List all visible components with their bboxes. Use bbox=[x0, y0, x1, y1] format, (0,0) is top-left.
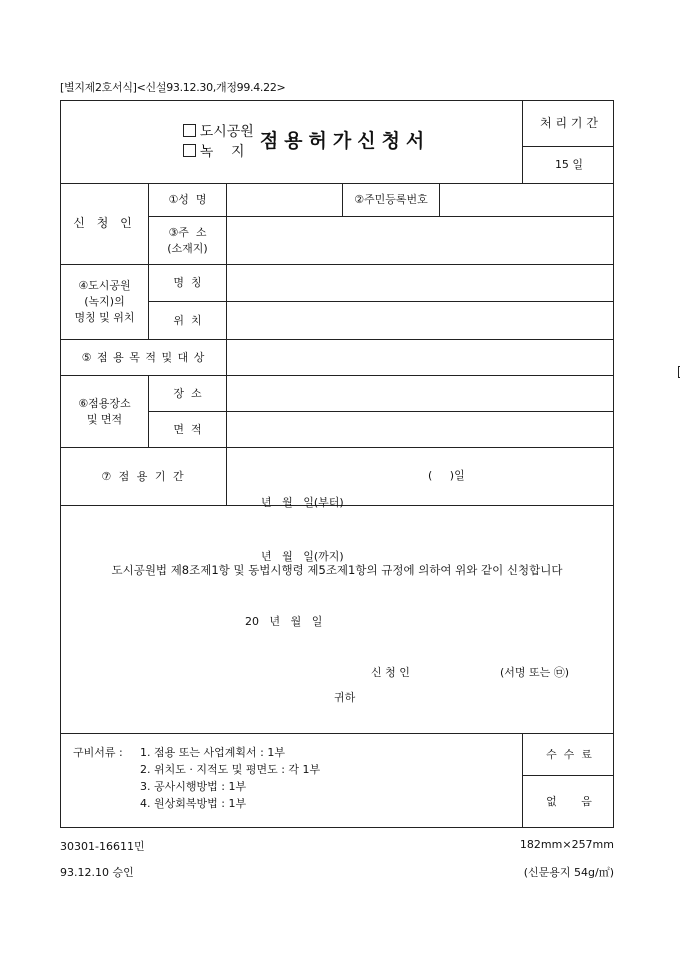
period-from[interactable]: 년 월 일(부터) bbox=[261, 496, 344, 509]
recipient-label: 귀하 bbox=[334, 691, 356, 704]
area-field[interactable] bbox=[227, 412, 615, 447]
fee-label: 수 수 료 bbox=[546, 747, 592, 761]
application-statement: 도시공원법 제8조제1항 및 동법시행령 제5조제1항의 규정에 의하여 위와 같이 신청합니다 bbox=[111, 563, 563, 577]
col-divider bbox=[226, 447, 227, 505]
document-item: 2. 위치도 · 지적도 및 평면도 : 각 1부 bbox=[140, 763, 321, 776]
signature-note[interactable]: (서명 또는 ㉤) bbox=[500, 666, 570, 679]
site-section-label: ⑥점용장소 및 면적 bbox=[78, 396, 131, 426]
form-title-block bbox=[61, 101, 522, 183]
document-item: 1. 점용 또는 사업계획서 : 1부 bbox=[140, 746, 285, 759]
checkbox-icon[interactable] bbox=[183, 124, 196, 137]
park-location-field[interactable] bbox=[227, 302, 615, 339]
period-label: ⑦ 점 용 기 간 bbox=[101, 469, 186, 483]
form-title: 점용허가신청서 bbox=[259, 130, 431, 153]
area-label: 면 적 bbox=[173, 422, 202, 436]
paper-size: 182mm×257mm bbox=[519, 838, 614, 851]
park-name-field[interactable] bbox=[227, 265, 615, 301]
name-label: ①성 명 bbox=[168, 193, 207, 207]
purpose-label: ⑤ 점 용 목 적 및 대 상 bbox=[81, 350, 206, 364]
required-documents bbox=[73, 744, 320, 812]
resident-number-label: ②주민등록번호 bbox=[354, 193, 428, 207]
name-field[interactable] bbox=[227, 184, 342, 216]
checkbox-icon[interactable] bbox=[183, 144, 196, 157]
period-dates[interactable] bbox=[261, 458, 344, 602]
form-code: 30301-16611민 bbox=[60, 840, 145, 853]
place-label: 장 소 bbox=[173, 386, 202, 400]
application-date[interactable]: 20 년 월 일 bbox=[245, 615, 323, 628]
approval-date: 93.12.10 승인 bbox=[60, 866, 134, 879]
purpose-field[interactable] bbox=[227, 340, 615, 375]
applicant-section-label: 신 청 인 bbox=[73, 216, 136, 231]
fee-value: 없 음 bbox=[546, 795, 592, 809]
park-name-label: 명 칭 bbox=[173, 276, 202, 290]
processing-period-label: 처 리 기 간 bbox=[540, 115, 598, 130]
period-to[interactable]: 년 월 일(까지) bbox=[261, 550, 344, 563]
application-form bbox=[60, 100, 614, 828]
form-header-note: [별지제2호서식]<신설93.12.30,개정99.4.22> bbox=[60, 81, 286, 94]
option-green-area[interactable]: 녹 지 bbox=[183, 142, 254, 162]
option-urban-park[interactable]: 도시공원 bbox=[183, 122, 254, 142]
documents-label: 구비서류 : bbox=[73, 746, 123, 759]
resident-number-field[interactable] bbox=[440, 184, 615, 216]
paper-type: (신문용지 54g/㎡) bbox=[523, 866, 614, 879]
period-days[interactable]: ( )일 bbox=[428, 469, 465, 482]
park-location-label: 위 치 bbox=[173, 313, 202, 327]
park-section-label: ④도시공원 (녹지)의 명칭 및 위치 bbox=[74, 279, 135, 324]
document-item: 3. 공사시행방법 : 1부 bbox=[140, 780, 247, 793]
address-field[interactable] bbox=[227, 217, 615, 264]
document-item: 4. 원상회복방법 : 1부 bbox=[140, 797, 247, 810]
processing-period-value: 15 일 bbox=[554, 158, 584, 172]
signer-label: 신 청 인 bbox=[371, 666, 410, 679]
place-field[interactable] bbox=[227, 376, 615, 411]
address-label: ③주 소 (소재지) bbox=[167, 225, 208, 255]
